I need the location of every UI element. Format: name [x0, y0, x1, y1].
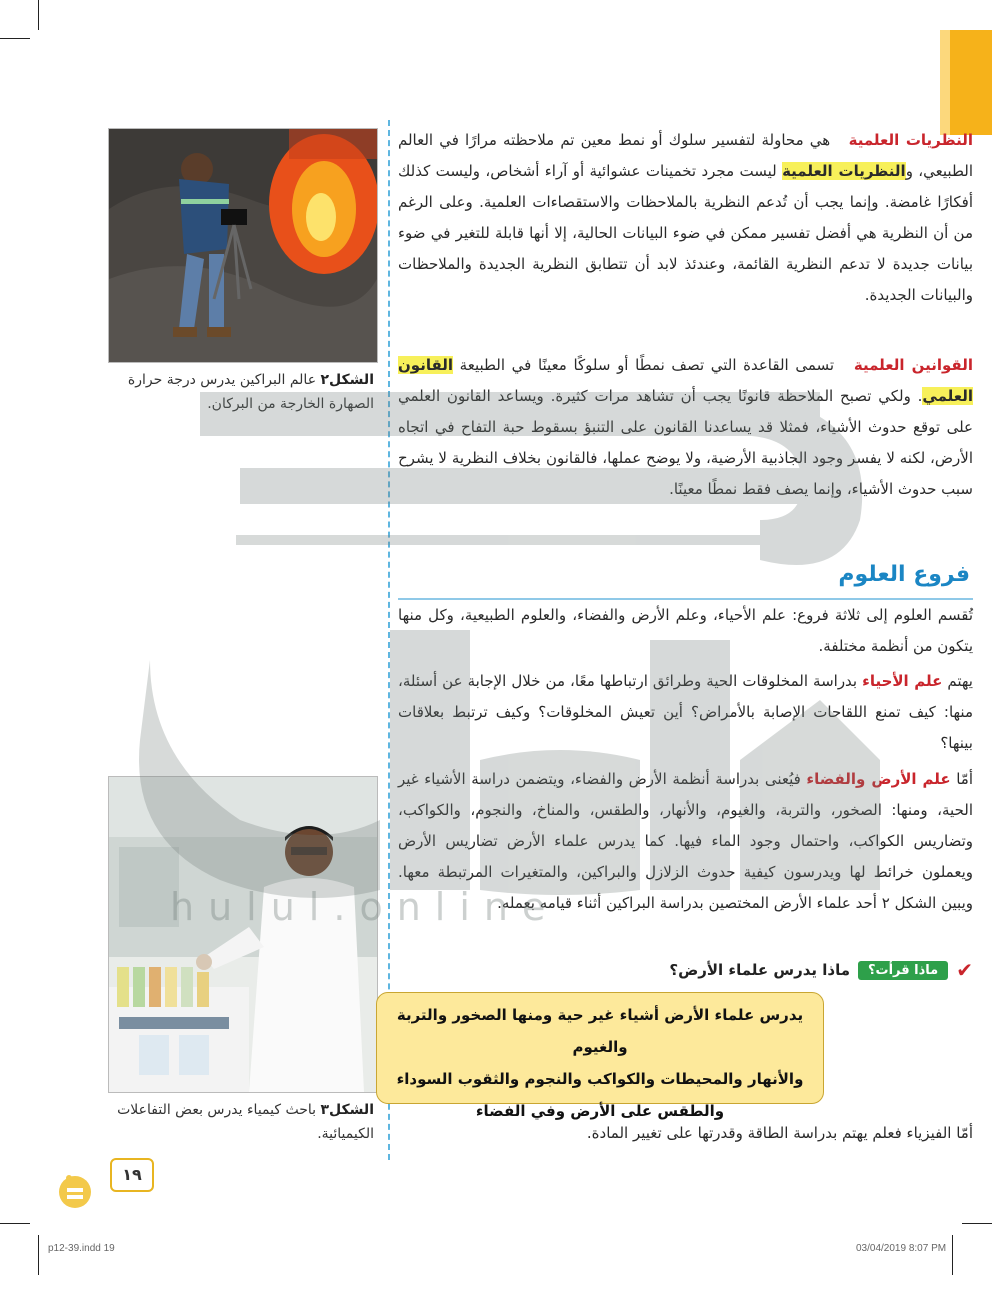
chapter-tab-shadow — [940, 30, 950, 135]
figure3-caption — [112, 1098, 374, 1146]
figure2-caption-text: عالم البراكين يدرس درجة حرارة الصهارة الخارجة من البركان. — [127, 372, 374, 412]
theories-term: النظريات العلمية — [848, 131, 973, 149]
checkmark-icon: ✔ — [956, 958, 973, 982]
reading-check-question: ماذا يدرس علماء الأرض؟ — [669, 961, 850, 979]
footer-left: p12-39.indd 19 — [48, 1243, 115, 1254]
laws-body: . ولكي تصبح الملاحظة قانونًا يجب أن تشاهد مرات كثيرة. ويساعد القانون العلمي على توقع حدوث الأشياء، فمثلا قد يساعدنا القانون على التنبؤ بسقوط حبة التفاح في اتجاه الأرض، لكنه لا يفسر وجود الجاذبية الأرضية، ولا يوضح عملها، فالقانون بخلاف النظرية لا يشرح سبب حدوث الأشياء، وإنما يصف فقط نمطًا معينًا. — [398, 387, 973, 498]
crop-mark — [952, 1235, 953, 1275]
answer-line-2: والأنهار والمحيطات والكواكب والنجوم والثقوب السوداء — [396, 1070, 804, 1088]
branches-intro: تُقسم العلوم إلى ثلاثة فروع: علم الأحياء، وعلم الأرض والفضاء، والعلوم الطبيعية، وكل منها يتكون من أنظمة مختلفة. — [398, 606, 973, 655]
crop-mark — [0, 1223, 30, 1224]
theories-body: ليست مجرد تخمينات عشوائية أو آراء أشخاص، وليست كذلك أفكارًا غامضة. وإنما يجب أن تُدعم النظرية بالملاحظات والاستقصاءات العلمية. وعلى الرغم من أن النظرية هي أفضل تفسير ممكن في ضوء البيانات الحالية، إلا أنها قابلة للتغير في ضوء بيانات جديدة لا تدعم النظرية القائمة، وعندئذ لابد أن تتطابق النظرية الجديدة والملاحظات والبيانات الجديدة. — [398, 162, 973, 304]
laws-intro: تسمى القاعدة التي تصف نمطًا أو سلوكًا معينًا في الطبيعة — [459, 356, 835, 374]
earth-term: علم الأرض والفضاء — [806, 770, 951, 788]
laws-term: القوانين العلمية — [853, 356, 973, 374]
laws-paragraph — [398, 350, 973, 505]
figure3-photo — [108, 776, 378, 1093]
crop-mark — [962, 1223, 992, 1224]
footer-right: 03/04/2019 8:07 PM — [856, 1243, 947, 1254]
earth-body: فيُعنى بدراسة أنظمة الأرض والفضاء، ويتضمن دراسة الأشياء غير الحية، ومنها: الصخور، والتربة، والغيوم، والأنهار، والطقس، والمناخ، والنجوم، والكواكب، وتضاريس الكواكب، واحتمال وجود الماء فيها. كما يدرس علماء الأرض تضاريس الأرض ويعملون خرائط لها ويدرسون كيفية حدوث الزلازل والبراكين، والمتغيرات المرتبطة معها. ويبين الشكل ٢ أحد علماء الأرض المختصين بدراسة البراكين أثناء قيامه بعمله. — [398, 770, 973, 912]
page-number: ١٩ — [110, 1158, 154, 1192]
physics-paragraph: أمّا الفيزياء فعلم يهتم بدراسة الطاقة وقدرتها على تغيير المادة. — [586, 1124, 973, 1142]
figure2-label: الشكل٢ — [320, 372, 374, 388]
figure2-photo — [108, 128, 378, 363]
branches-heading: فروع العلوم — [838, 562, 970, 587]
biology-term: علم الأحياء — [862, 672, 943, 690]
figure2-caption — [112, 368, 374, 416]
biology-paragraph — [398, 666, 973, 759]
answer-line-3: والطقس على الأرض وفي الفضاء — [475, 1102, 725, 1120]
laws-highlight: القانون العلمي — [398, 356, 973, 405]
figure3-caption-text: باحث كيمياء يدرس بعض التفاعلات الكيميائية. — [117, 1102, 374, 1142]
answer-line-1: يدرس علماء الأرض أشياء غير حية ومنها الصخور والتربة والغيوم — [396, 1006, 804, 1056]
reading-check-badge: ماذا قرأت؟ — [858, 961, 948, 980]
answer-box — [376, 992, 824, 1120]
volcano-photo-illustration — [109, 129, 377, 362]
brand-logo-icon — [55, 1170, 95, 1210]
biology-pre: يهتم — [942, 672, 973, 690]
theories-highlight: النظريات العلمية — [782, 162, 906, 180]
watermark-text: hulul.online — [170, 885, 560, 929]
earth-pre: أمّا — [950, 770, 974, 788]
lab-photo-illustration — [109, 777, 377, 1092]
crop-mark — [38, 0, 39, 30]
biology-body: بدراسة المخلوقات الحية وطرائق ارتباطها معًا، من خلال الإجابة عن أسئلة، منها: كيف تمنع اللقاحات الإصابة بالأمراض؟ أين تعيش المخلوقات؟ وكيف ترتبط بعلاقات بينها؟ — [398, 672, 973, 752]
theories-intro: هي محاولة لتفسير سلوك أو نمط معين تم ملاحظته مرارًا في العالم الطبيعي، و — [398, 131, 973, 180]
crop-mark — [38, 1235, 39, 1275]
theories-paragraph — [398, 125, 973, 311]
crop-mark — [0, 38, 30, 39]
figure3-label: الشكل٣ — [320, 1102, 374, 1118]
earth-paragraph — [398, 764, 973, 919]
reading-check — [560, 955, 973, 985]
chapter-tab — [950, 30, 992, 135]
